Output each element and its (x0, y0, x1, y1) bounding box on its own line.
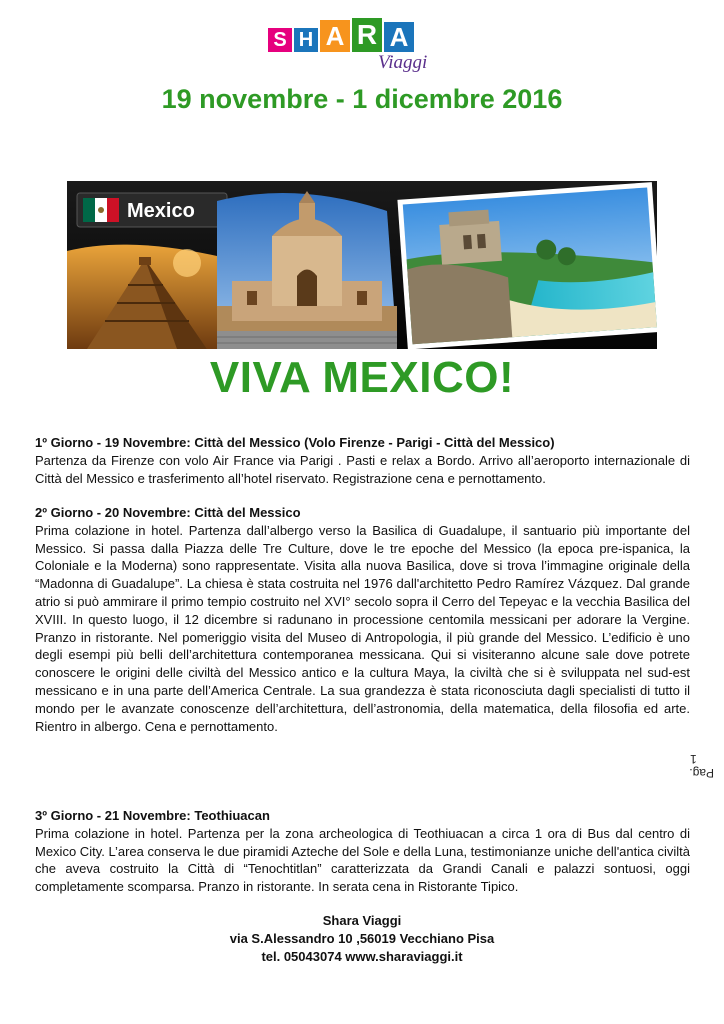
banner-illustration (67, 181, 657, 349)
company-logo (268, 18, 458, 74)
pyramid-image (67, 245, 237, 349)
logo-letter-s: S (268, 28, 292, 52)
logo-letters (268, 18, 416, 52)
footer-contact (0, 912, 724, 966)
day-2-heading: 2º Giorno - 20 Novembre: Città del Messico (35, 505, 301, 520)
day-3-text: Prima colazione in hotel. Partenza per la zona archeologica di Teothiuacan a circa 1 ora di Bus dal centro di Mexico City. L’area conserva le due piramidi Azteche del Sole e della Luna, testimonianze uniche dell'antica civiltà che aveva costruito la Città di “Tenochtitlan” caratterizzata da Grandi Canali e palazzi sontuosi, oggi completamente scomparsa. Pranzo in ristorante. In serata cena in Ristorante Tipico. (35, 825, 690, 895)
day-1-heading: 1º Giorno - 19 Novembre: Città del Messico (Volo Firenze - Parigi - Città del Messico) (35, 435, 555, 450)
page-label: Pag. (689, 766, 714, 780)
beach-ruins-image (397, 182, 657, 349)
footer-address: via S.Alessandro 10 ,56019 Vecchiano Pisa (229, 931, 495, 946)
day-3-heading: 3º Giorno - 21 Novembre: Teothiuacan (35, 808, 270, 823)
logo-letter-h: H (294, 28, 318, 52)
logo-subtitle: Viaggi (378, 52, 428, 73)
banner-label: Mexico (127, 200, 195, 222)
page-number-marker (690, 752, 714, 780)
page-number: 1 (690, 752, 697, 766)
church-image (217, 191, 397, 349)
logo-letter-a2: A (384, 22, 414, 52)
main-title: VIVA MEXICO! (209, 353, 515, 402)
day-1-section (35, 434, 690, 487)
footer-company: Shara Viaggi (322, 913, 402, 928)
day-1-text: Partenza da Firenze con volo Air France via Parigi . Pasti e relax a Bordo. Arrivo all’aeroporto internazionale di Città del Messico e trasferimento all’hotel riservato. Registrazione cena e pernottamento. (35, 452, 690, 486)
logo-letter-r: R (352, 18, 382, 52)
day-2-section (35, 504, 690, 735)
day-2-text: Prima colazione in hotel. Partenza dall’albergo verso la Basilica di Guadalupe, il santuario più importante del Messico. Si passa dalla Piazza delle Tre Culture, dove le tre epoche del Messico (la epoca pre-ispanica, la Coloniale e la Moderna) sono rappresentate. Visita alla nuova Basilica, dove si trova l’immagine originale della “Madonna di Guadalupe”. La chiesa è stata costruita nel 1976 dall'architetto Pedro Ramírez Vázquez. Dal grande atrio si può ammirare il primo tempio costruito nel XVI° secolo sopra il Cerro del Tepeyac e la vecchia Basilica del XVIII. In questo luogo, il 12 dicembre si radunano in processione centomila messicani per adorare la Vergine. Pranzo in ristorante. Nel pomeriggio visita del Museo di Antropologia, il più grande del Messico. L’edificio è uno degli esempi più belli dell’architettura contemporanea messicana. Qui si visiteranno alcune sale dove potrete conoscere le origini delle civiltà del Messico antico e la cultura Maya, la civiltà che si è sviluppata nel sud-est messicano e in una parte dell’America Centrale. La sua grandezza è stata riconosciuta dagli specialisti di tutto il mondo per le avanzate conoscenze dell’architettura, dell’astronomia, della matematica, della filosofia ed arte. Rientro in albergo. Cena e pernottamento. (35, 522, 690, 734)
mexico-banner (67, 181, 657, 349)
footer-contact-line: tel. 05043074 www.sharaviaggi.it (261, 949, 463, 964)
logo-letter-a1: A (320, 20, 350, 52)
flag-label (77, 193, 227, 227)
day-3-section (35, 807, 690, 896)
trip-dates: 19 novembre - 1 dicembre 2016 (161, 84, 563, 114)
